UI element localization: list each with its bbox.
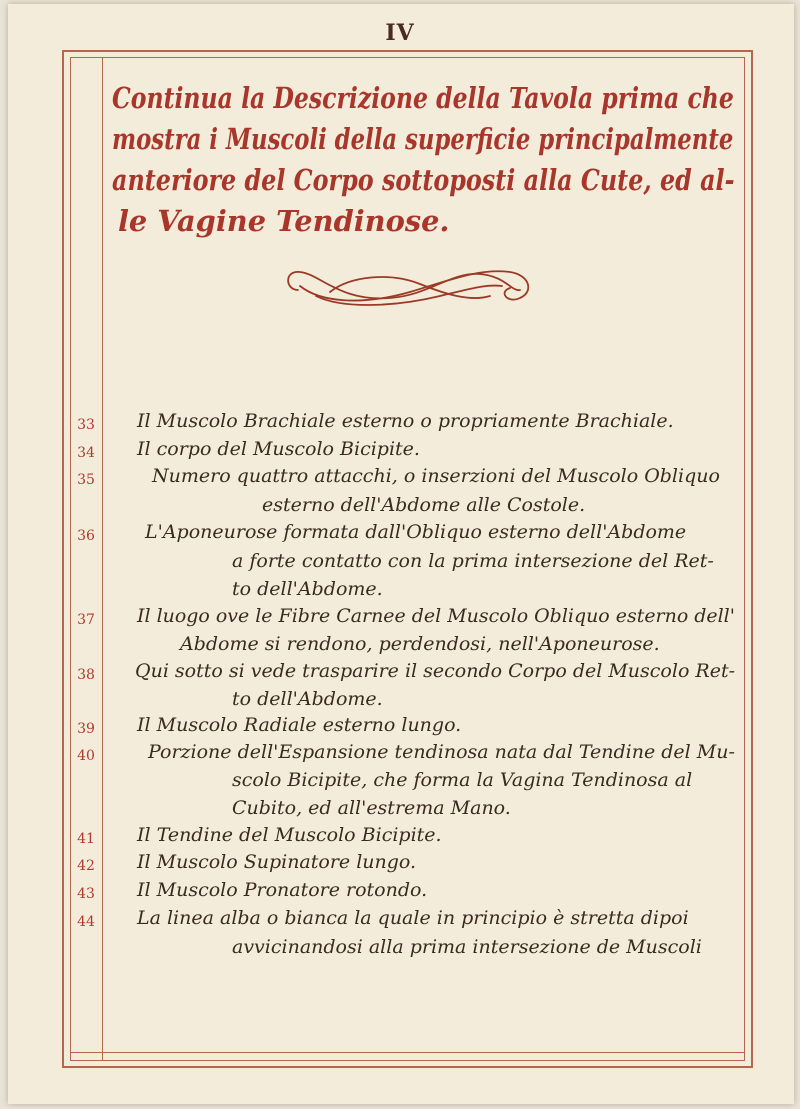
entry-number: 35 [77,472,95,488]
page-title [112,78,738,242]
entry-text: Numero quattro attacchi, o inserzioni del Muscolo Obliquo [152,465,720,487]
entry-text: scolo Bicipite, che forma la Vagina Tendinosa al [232,769,693,791]
entry-text: avvicinandosi alla prima intersezione de Muscoli [232,936,702,958]
title-line: mostra i Muscoli della superficie principalmente [112,122,734,156]
entry-number: 40 [77,748,95,764]
entry-text: a forte contatto con la prima intersezione del Ret- [232,550,714,572]
entry-text: Il Tendine del Muscolo Bicipite. [137,824,442,846]
entry-text: to dell'Abdome. [232,578,383,600]
entry-number: 33 [77,417,95,433]
bottom-rule [70,1052,745,1053]
page-number: IV [385,20,415,46]
entry-text: esterno dell'Abdome alle Costole. [262,494,586,516]
entry-number: 44 [77,914,95,930]
entry-number: 34 [77,445,95,461]
margin-rule [102,57,103,1061]
entry-text: La linea alba o bianca la quale in principio è stretta dipoi [137,907,689,929]
entry-number: 36 [77,528,95,544]
entry-number: 43 [77,886,95,902]
entry-text: L'Aponeurose formata dall'Obliquo esterno dell'Abdome [145,521,687,543]
entry-number: 39 [77,721,95,737]
entry-text: Qui sotto si vede trasparire il secondo Corpo del Muscolo Ret- [135,660,736,682]
entry-number: 37 [77,612,95,628]
entry-text: to dell'Abdome. [232,688,383,710]
entry-text: Porzione dell'Espansione tendinosa nata dal Tendine del Mu- [148,741,735,763]
entry-text: Il corpo del Muscolo Bicipite. [137,438,420,460]
entry-number: 41 [77,831,95,847]
entry-text: Il luogo ove le Fibre Carnee del Muscolo Obliquo esterno dell' [137,605,735,627]
entry-text: Il Muscolo Pronatore rotondo. [137,879,428,901]
entry-text: Cubito, ed all'estrema Mano. [232,797,511,819]
title-line: anteriore del Corpo sottoposti alla Cute, ed al- [112,163,735,197]
entry-number: 38 [77,667,95,683]
entry-text: Il Muscolo Brachiale esterno o propriamente Brachiale. [137,410,674,432]
entry-number: 42 [77,858,95,874]
entry-text: Il Muscolo Radiale esterno lungo. [137,714,462,736]
title-line: Continua la Descrizione della Tavola prima che [112,81,734,115]
entry-text: Abdome si rendono, perdendosi, nell'Aponeurose. [180,633,660,655]
title-line: le Vagine Tendinose. [117,204,450,238]
entry-text: Il Muscolo Supinatore lungo. [137,851,417,873]
calligraphic-flourish [280,262,540,312]
